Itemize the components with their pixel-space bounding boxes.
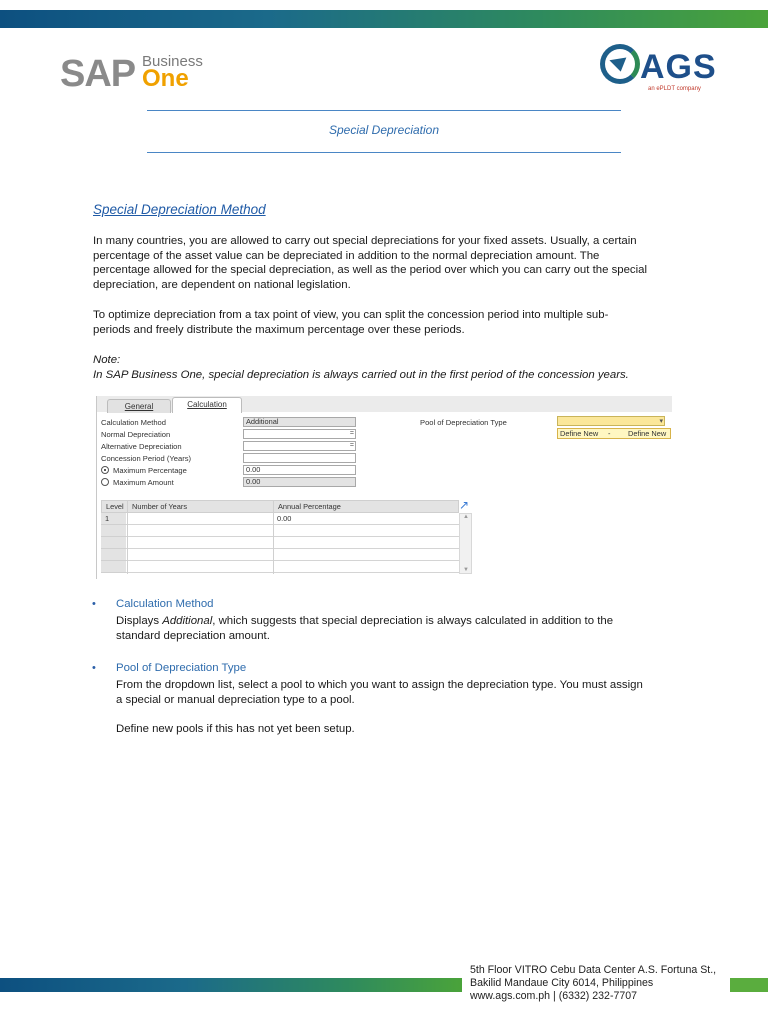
row-number-cell [101, 561, 126, 573]
maximum-percentage-label: Maximum Percentage [113, 466, 187, 475]
tab-general-label: General [124, 402, 154, 411]
sap-logo-business: Business [142, 53, 203, 70]
grid-header-level: Level [106, 502, 124, 511]
grid-divider [127, 500, 128, 574]
dropdown-icon: = [349, 430, 354, 437]
row-level-value: 1 [105, 514, 110, 523]
table-row[interactable] [101, 561, 459, 573]
row-annual-percentage-value: 0.00 [277, 514, 292, 523]
scroll-down-icon[interactable]: ▼ [463, 567, 469, 573]
alternative-depreciation-select[interactable] [243, 441, 356, 451]
calculation-form-screenshot [96, 396, 671, 579]
dropdown-icon: = [349, 442, 354, 449]
note-label: Note: [93, 354, 121, 366]
maximum-percentage-radio[interactable] [101, 466, 109, 474]
expand-arrow-icon[interactable]: ↗ [459, 498, 470, 512]
calculation-method-label: Calculation Method [101, 418, 167, 427]
pool-of-depreciation-type-label: Pool of Depreciation Type [420, 418, 507, 427]
normal-depreciation-select[interactable] [243, 429, 356, 439]
grid-header-number-of-years: Number of Years [132, 502, 188, 511]
concession-period-input[interactable] [243, 453, 356, 463]
paragraph-line: In many countries, you are allowed to carry out special depreciations for your fixed assets. Usually, a certain [93, 235, 637, 247]
maximum-amount-label: Maximum Amount [113, 478, 174, 487]
ags-logo [598, 42, 728, 98]
levels-grid-header [101, 500, 459, 513]
normal-depreciation-label: Normal Depreciation [101, 430, 171, 439]
footer-line: Bakilid Mandaue City 6014, Philippines [470, 977, 654, 989]
row-number-cell [101, 549, 126, 561]
intro-paragraph [93, 234, 683, 292]
row-number-cell [101, 537, 126, 549]
table-row[interactable] [101, 525, 459, 537]
note-text: In SAP Business One, special depreciation is always carried out in the first period of the concession years. [93, 368, 629, 381]
bullet-title-pool-of-depreciation-type: Pool of Depreciation Type [116, 662, 247, 674]
paragraph-line: depreciation, are dependent on national legislation. [93, 278, 351, 291]
bullet-line: standard depreciation amount. [116, 629, 270, 642]
paragraph-line: To optimize depreciation from a tax point of view, you can split the concession period into multiple sub- [93, 309, 609, 321]
define-new-pools-note: Define new pools if this has not yet been setup. [116, 723, 355, 735]
bullet-text: , which suggests that special depreciation is always calculated in addition to the [212, 615, 614, 627]
footer-line: www.ags.com.ph | (6332) 232-7707 [470, 990, 638, 1002]
bullet-title-calculation-method: Calculation Method [116, 598, 214, 610]
maximum-percentage-value: 0.00 [246, 465, 261, 474]
grid-divider [273, 500, 274, 574]
table-row[interactable] [101, 537, 459, 549]
pool-of-depreciation-type-select[interactable] [557, 416, 665, 426]
dropdown-icon: ▾ [659, 418, 663, 425]
bullet-body-calculation-method [116, 614, 686, 643]
bullet-dot: • [92, 598, 96, 610]
note-block [93, 353, 683, 382]
table-row[interactable] [101, 549, 459, 561]
tab-calculation-label: Calculation [187, 400, 227, 409]
maximum-amount-input [243, 477, 356, 487]
ags-logo-subtext: an ePLDT company [648, 86, 701, 92]
maximum-amount-radio[interactable] [101, 478, 109, 486]
calculation-method-field [243, 417, 356, 427]
top-color-bar [0, 10, 768, 28]
maximum-percentage-input[interactable] [243, 465, 356, 475]
footer-color-bar-right [730, 978, 768, 992]
calculation-method-value: Additional [246, 417, 279, 426]
page-header-title: Special Depreciation [328, 123, 440, 137]
row-number-cell [101, 525, 126, 537]
sap-logo-one: One [142, 65, 189, 92]
optimize-paragraph [93, 308, 683, 337]
footer-line: 5th Floor VITRO Cebu Data Center A.S. Fortuna St., [470, 964, 717, 976]
header-rule-bottom [147, 152, 621, 153]
bullet-emphasis: Additional [162, 615, 213, 627]
maximum-amount-value: 0.00 [246, 477, 261, 486]
footer-color-bar [0, 978, 462, 992]
grid-scrollbar[interactable] [459, 513, 472, 574]
concession-period-label: Concession Period (Years) [101, 454, 192, 463]
bullet-line: From the dropdown list, select a pool to which you want to assign the depreciation type. You must assign [116, 679, 643, 691]
tab-calculation[interactable] [172, 397, 242, 413]
grid-header-annual-percentage: Annual Percentage [278, 502, 341, 511]
alternative-depreciation-label: Alternative Depreciation [101, 442, 182, 451]
sap-logo-text: SAP [60, 53, 136, 95]
dropdown-separator: - [608, 429, 611, 438]
footer-address [470, 964, 716, 1003]
paragraph-line: percentage allowed for the special depreciation, as well as the period over which you can carry out the special [93, 264, 648, 277]
bullet-text: Displays [116, 615, 163, 627]
bullet-line: a special or manual depreciation type to a pool. [116, 693, 355, 706]
scroll-up-icon[interactable]: ▲ [463, 514, 469, 520]
paragraph-line: periods and freely distribute the maximum percentage over these periods. [93, 323, 465, 336]
pool-dropdown-list[interactable] [557, 428, 671, 439]
bullet-line [116, 614, 686, 629]
paragraph-line: percentage of the asset value can be depreciated in addition to the normal depreciation amount. The [93, 249, 600, 262]
tab-general[interactable] [107, 399, 171, 413]
section-title: Special Depreciation Method [93, 202, 266, 217]
bullet-body-pool-of-depreciation-type [116, 678, 686, 707]
bullet-dot: • [92, 662, 96, 674]
define-new-option[interactable]: Define New [560, 429, 599, 438]
define-new-option[interactable]: Define New [628, 429, 667, 438]
header-rule-top [147, 110, 621, 111]
sap-business-one-logo [60, 54, 220, 94]
ags-logo-text: AGS [640, 48, 717, 86]
